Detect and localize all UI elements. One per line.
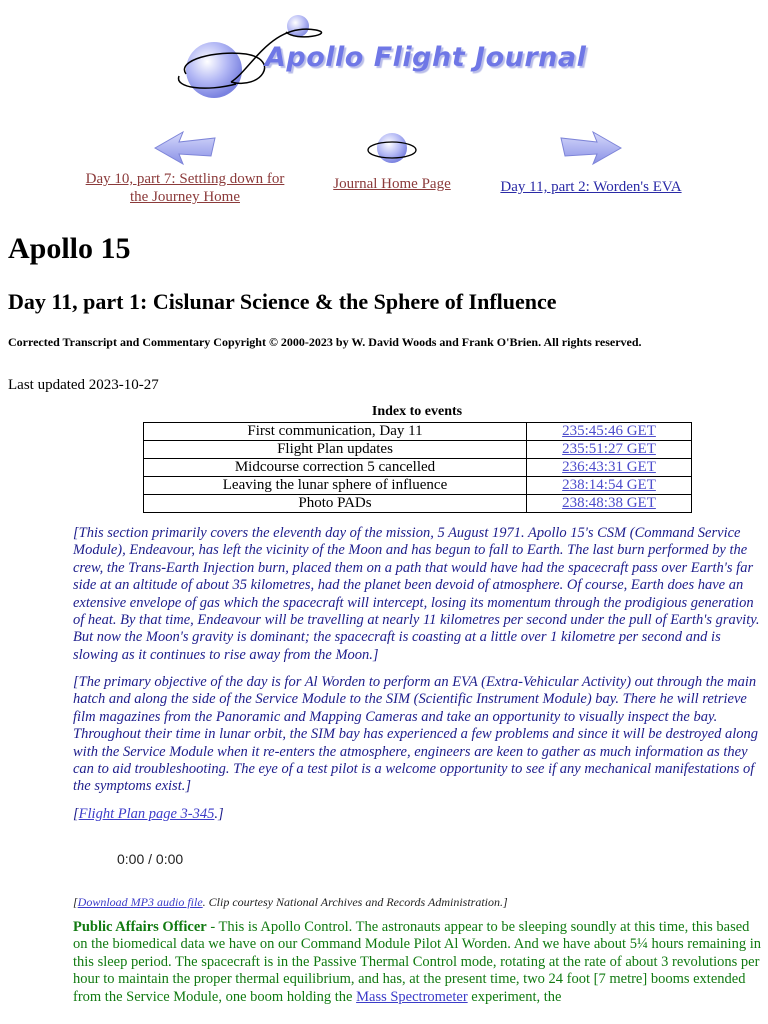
flight-plan-link[interactable]: Flight Plan page 3-345: [78, 806, 215, 822]
planet-icon[interactable]: [366, 130, 418, 166]
site-title: Apollo Flight Journal: [265, 42, 587, 73]
index-caption: Index to events: [371, 404, 463, 419]
nav-home: [322, 130, 462, 193]
audio-credit: [Download MP3 audio file. Clip courtesy National Archives and Records Administration.]: [73, 895, 508, 909]
event-time-link[interactable]: 235:51:27 GET: [562, 441, 656, 457]
commentary-paragraph-2: [The primary objective of the day is for Al Worden to perform an EVA (Extra-Vehicular Activity) out through the main hatch and along the side of the Service Module to the SIM (Scientific Instrument Module) bay. There he will retrieve film magazines from the Panoramic and Mapping Cameras and take an opportunity to visually inspect the bay. Throughout their time in lunar orbit, the SIM bay has experienced a few problems and since it will be destroyed along with the Service Module when it re-enters the atmosphere, engineers are keen to gather as much information as they can to aid troubleshooting. The eye of a test pilot is a welcome opportunity to see if any mechanical manifestations of the symptoms exist.]: [73, 674, 759, 795]
flight-plan-reference: [Flight Plan page 3-345.]: [73, 806, 224, 822]
page-title: Apollo 15: [8, 232, 131, 265]
nav-previous: [80, 128, 290, 206]
event-time-link[interactable]: 238:14:54 GET: [562, 477, 656, 493]
table-row: [144, 495, 692, 513]
table-row: [144, 423, 692, 441]
banner: [0, 0, 768, 110]
download-mp3-link[interactable]: Download MP3 audio file: [77, 895, 203, 909]
copyright-notice: Corrected Transcript and Commentary Copyright © 2000-2023 by W. David Woods and Frank O'Brien. All rights reserved.: [8, 335, 642, 349]
next-day-link[interactable]: Day 11, part 2: Worden's EVA: [500, 179, 682, 195]
table-row: [144, 459, 692, 477]
audio-player-time[interactable]: 0:00 / 0:00: [117, 851, 184, 867]
commentary-paragraph-1: [This section primarily covers the eleventh day of the mission, 5 August 1971. Apollo 15's CSM (Command Service Module), Endeavour, has left the vicinity of the Moon and has begun to fall to Earth. The last burn performed by the crew, the Trans-Earth Injection burn, placed them on a path that would have had the spacecraft pass over Earth's far side at an altitude of about 35 kilometres, had the planet been devoid of atmosphere. Of course, Earth does have an extensive envelope of gas which the spacecraft will intercept, losing its momentum through the prodigious generation of heat. By that time, Endeavour will be travelling at nearly 11 kilometres per second under the pull of Earth's gravity. But now the Moon's gravity is dominant; the spacecraft is coasting at a little over 1 kilometre per second and is slowing as it continues to rise away from the Moon.]: [73, 525, 760, 663]
event-time-link[interactable]: 236:43:31 GET: [562, 459, 656, 475]
event-name: First communication, Day 11: [144, 423, 527, 441]
page-subtitle: Day 11, part 1: Cislunar Science & the Sphere of Influence: [8, 289, 557, 314]
event-time-link[interactable]: 238:48:38 GET: [562, 495, 656, 511]
last-updated: Last updated 2023-10-27: [8, 377, 159, 393]
prev-day-link[interactable]: Day 10, part 7: Settling down for the Journey Home: [85, 171, 285, 205]
event-name: Midcourse correction 5 cancelled: [144, 459, 527, 477]
journal-home-link[interactable]: Journal Home Page: [333, 176, 451, 192]
event-name: Photo PADs: [144, 495, 527, 513]
right-arrow-icon[interactable]: [559, 128, 623, 168]
table-row: [144, 441, 692, 459]
event-name: Leaving the lunar sphere of influence: [144, 477, 527, 495]
left-arrow-icon[interactable]: [153, 128, 217, 168]
table-row: [144, 477, 692, 495]
event-time-link[interactable]: 235:45:46 GET: [562, 423, 656, 439]
events-index-table: [143, 422, 692, 513]
speaker-name: Public Affairs Officer: [73, 919, 207, 935]
event-name: Flight Plan updates: [144, 441, 527, 459]
mass-spectrometer-link[interactable]: Mass Spectrometer: [356, 988, 468, 1005]
nav-next: [494, 128, 688, 196]
transcript-entry: Public Affairs Officer - This is Apollo Control. The astronauts appear to be sleeping soundly at this time, this based on the biomedical data we have on our Command Module Pilot Al Worden. And we have about 5¼ hours remaining in this sleep period. The spacecraft is in the Passive Thermal Control mode, rotating at the rate of about 3 revolutions per hour to maintain the proper thermal equilibrium, and has, at the present time, two 24 foot [7 metre] booms extended from the Service Module, one boom holding the Mass Spectrometer experiment, the: [73, 919, 761, 1005]
